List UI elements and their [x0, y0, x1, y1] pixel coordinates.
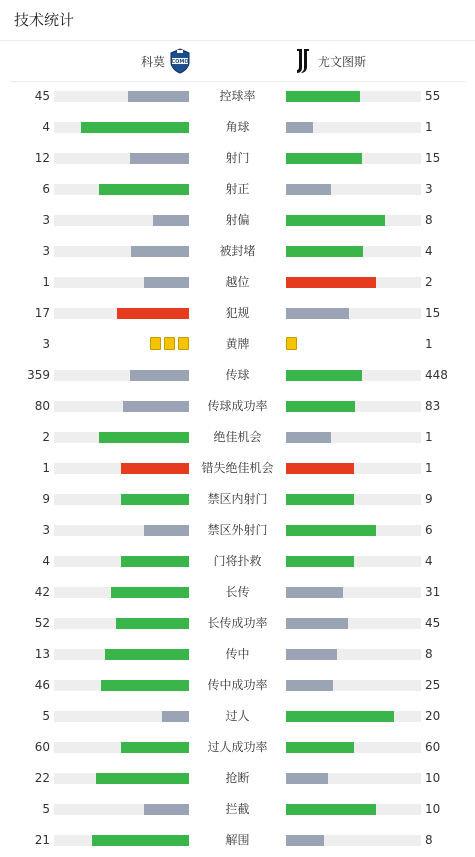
home-value: 1 [42, 275, 50, 289]
away-bar-track [286, 215, 421, 226]
stat-row [0, 639, 475, 670]
yellow-card-icon [178, 337, 189, 350]
home-bar-fill [101, 680, 189, 691]
home-value: 6 [42, 182, 50, 196]
home-bar-fill [92, 835, 189, 846]
away-bar-track [286, 556, 421, 567]
juventus-j-icon [294, 48, 312, 74]
away-team-name: 尤文图斯 [318, 54, 367, 69]
stat-row [0, 329, 475, 360]
away-value: 448 [425, 368, 448, 382]
away-value: 15 [425, 151, 441, 165]
stat-label: 射偏 [225, 213, 250, 227]
away-bar-fill [286, 556, 354, 567]
home-bar-fill [128, 91, 189, 102]
home-value: 3 [42, 213, 50, 227]
away-bar-track [286, 401, 421, 412]
away-bar-fill [286, 401, 355, 412]
home-value: 12 [34, 151, 50, 165]
stat-row [0, 825, 475, 856]
stat-label: 过人成功率 [207, 740, 268, 754]
stat-row [0, 577, 475, 608]
away-value: 1 [425, 337, 433, 351]
home-value: 45 [34, 89, 50, 103]
home-value: 3 [42, 244, 50, 258]
away-value: 1 [425, 461, 433, 475]
away-value: 4 [425, 244, 433, 258]
home-bar-track [54, 618, 189, 629]
home-bar-track [54, 246, 189, 257]
stat-row [0, 484, 475, 515]
stat-label: 禁区内射门 [207, 492, 268, 506]
stat-label: 过人 [225, 709, 250, 723]
home-bar-track [54, 370, 189, 381]
away-bar-fill [286, 525, 376, 536]
stat-row [0, 453, 475, 484]
away-bar-track [286, 525, 421, 536]
away-bar-track [286, 308, 421, 319]
away-bar-track [286, 463, 421, 474]
away-value: 60 [425, 740, 441, 754]
stat-row [0, 298, 475, 329]
home-value: 60 [34, 740, 50, 754]
away-bar-track [286, 91, 421, 102]
away-bar-track [286, 246, 421, 257]
stat-label: 错失绝佳机会 [201, 461, 274, 475]
home-value: 4 [42, 554, 50, 568]
home-bar-track [54, 742, 189, 753]
teams-header [0, 41, 475, 81]
away-bar-track [286, 835, 421, 846]
away-bar-track [286, 277, 421, 288]
home-bar-fill [81, 122, 189, 133]
stats-list [0, 81, 475, 856]
away-bar-track [286, 587, 421, 598]
stat-label: 长传 [225, 585, 250, 599]
home-value: 22 [34, 771, 50, 785]
stat-label: 长传成功率 [207, 616, 268, 630]
como-logo-text: COMO [171, 59, 189, 65]
away-value: 55 [425, 89, 441, 103]
away-bar-fill [286, 804, 376, 815]
stat-label: 传球 [225, 368, 250, 382]
away-bar-fill [286, 463, 354, 474]
stat-label: 角球 [225, 120, 250, 134]
home-bar-fill [99, 432, 189, 443]
away-bar-fill [286, 649, 337, 660]
home-bar-fill [131, 246, 189, 257]
away-value: 45 [425, 616, 441, 630]
away-value: 9 [425, 492, 433, 506]
stat-row [0, 608, 475, 639]
stat-label: 射正 [225, 182, 250, 196]
home-team-name: 科莫 [140, 54, 165, 69]
away-value: 2 [425, 275, 433, 289]
yellow-card-icon [150, 337, 161, 350]
home-value: 52 [34, 616, 50, 630]
home-bar-fill [144, 804, 189, 815]
away-bar-track [286, 680, 421, 691]
home-value: 9 [42, 492, 50, 506]
away-value: 20 [425, 709, 441, 723]
home-bar-fill [121, 463, 189, 474]
away-value: 1 [425, 430, 433, 444]
home-value: 5 [42, 709, 50, 723]
home-value: 80 [34, 399, 50, 413]
away-bar-track [286, 711, 421, 722]
stat-row [0, 267, 475, 298]
home-value: 3 [42, 337, 50, 351]
away-value: 8 [425, 213, 433, 227]
home-value: 3 [42, 523, 50, 537]
stat-row [0, 701, 475, 732]
stat-label: 抢断 [225, 771, 250, 785]
away-value: 15 [425, 306, 441, 320]
home-bar-fill [123, 401, 189, 412]
home-bar-track [54, 804, 189, 815]
stat-label: 禁区外射门 [207, 523, 268, 537]
home-cards [150, 337, 189, 351]
home-bar-fill [96, 773, 189, 784]
away-bar-fill [286, 370, 362, 381]
away-value: 83 [425, 399, 441, 413]
home-bar-track [54, 525, 189, 536]
away-bar-fill [286, 835, 324, 846]
away-bar-track [286, 184, 421, 195]
away-bar-fill [286, 742, 354, 753]
home-bar-track [54, 773, 189, 784]
stat-label: 控球率 [219, 89, 256, 103]
yellow-card-icon [286, 337, 297, 350]
home-bar-fill [117, 308, 189, 319]
stat-label: 射门 [225, 151, 250, 165]
home-bar-track [54, 432, 189, 443]
home-bar-fill [130, 370, 189, 381]
stat-row [0, 174, 475, 205]
home-value: 5 [42, 802, 50, 816]
away-bar-fill [286, 680, 333, 691]
away-value: 10 [425, 771, 441, 785]
home-bar-track [54, 153, 189, 164]
stat-row [0, 236, 475, 267]
home-bar-track [54, 835, 189, 846]
page-title: 技术统计 [14, 11, 75, 29]
stat-row [0, 143, 475, 174]
home-bar-fill [144, 525, 189, 536]
home-bar-fill [121, 556, 189, 567]
stat-label: 绝佳机会 [213, 430, 262, 444]
home-value: 2 [42, 430, 50, 444]
home-bar-track [54, 494, 189, 505]
stat-row [0, 422, 475, 453]
home-bar-track [54, 587, 189, 598]
home-bar-track [54, 401, 189, 412]
away-value: 8 [425, 833, 433, 847]
home-bar-track [54, 649, 189, 660]
home-bar-fill [153, 215, 189, 226]
away-value: 25 [425, 678, 441, 692]
stat-row [0, 763, 475, 794]
home-value: 359 [27, 368, 50, 382]
away-bar-track [286, 773, 421, 784]
home-bar-track [54, 184, 189, 195]
home-bar-track [54, 277, 189, 288]
away-bar-fill [286, 246, 363, 257]
home-value: 46 [34, 678, 50, 692]
stat-label: 传中成功率 [207, 678, 268, 692]
away-bar-track [286, 494, 421, 505]
stat-label: 拦截 [225, 802, 250, 816]
stat-row [0, 546, 475, 577]
home-bar-track [54, 556, 189, 567]
yellow-card-icon [164, 337, 175, 350]
away-bar-track [286, 649, 421, 660]
stat-label: 传中 [225, 647, 250, 661]
stat-label: 门将扑救 [213, 554, 262, 568]
home-value: 17 [34, 306, 50, 320]
home-bar-track [54, 711, 189, 722]
away-value: 3 [425, 182, 433, 196]
stat-row [0, 794, 475, 825]
away-bar-fill [286, 153, 362, 164]
home-bar-track [54, 215, 189, 226]
home-bar-fill [121, 742, 189, 753]
stat-row [0, 81, 475, 112]
away-bar-fill [286, 711, 394, 722]
away-bar-track [286, 618, 421, 629]
away-bar-track [286, 742, 421, 753]
away-bar-track [286, 122, 421, 133]
stat-row [0, 515, 475, 546]
home-bar-fill [144, 277, 189, 288]
stat-label: 越位 [225, 275, 250, 289]
home-bar-track [54, 122, 189, 133]
stat-label: 解围 [225, 833, 250, 847]
home-value: 4 [42, 120, 50, 134]
away-value: 8 [425, 647, 433, 661]
home-value: 42 [34, 585, 50, 599]
away-bar-fill [286, 618, 348, 629]
stat-row [0, 670, 475, 701]
home-bar-fill [130, 153, 189, 164]
home-bar-fill [116, 618, 189, 629]
away-bar-fill [286, 277, 376, 288]
home-bar-fill [111, 587, 189, 598]
away-bar-track [286, 153, 421, 164]
stat-label: 犯规 [225, 306, 250, 320]
stat-row [0, 360, 475, 391]
home-team[interactable] [141, 41, 191, 81]
home-value: 21 [34, 833, 50, 847]
stat-row [0, 205, 475, 236]
away-bar-fill [286, 308, 349, 319]
stat-row [0, 732, 475, 763]
stat-row [0, 391, 475, 422]
away-value: 31 [425, 585, 441, 599]
home-bar-fill [162, 711, 189, 722]
away-bar-fill [286, 184, 331, 195]
stat-label: 黄牌 [225, 337, 250, 351]
away-bar-fill [286, 587, 343, 598]
home-value: 1 [42, 461, 50, 475]
stat-label: 被封堵 [219, 244, 256, 258]
away-value: 6 [425, 523, 433, 537]
away-bar-fill [286, 773, 328, 784]
home-bar-track [54, 680, 189, 691]
home-bar-track [54, 308, 189, 319]
away-bar-fill [286, 432, 331, 443]
away-bar-fill [286, 122, 313, 133]
away-bar-track [286, 370, 421, 381]
home-bar-track [54, 91, 189, 102]
home-bar-fill [99, 184, 189, 195]
stat-row [0, 112, 475, 143]
away-cards [286, 337, 297, 351]
away-team[interactable] [294, 41, 366, 81]
home-bar-track [54, 463, 189, 474]
away-bar-fill [286, 91, 360, 102]
como-badge-icon [169, 48, 191, 74]
away-bar-track [286, 432, 421, 443]
away-value: 10 [425, 802, 441, 816]
home-value: 13 [34, 647, 50, 661]
home-bar-fill [121, 494, 189, 505]
away-bar-track [286, 804, 421, 815]
away-bar-fill [286, 494, 354, 505]
home-bar-fill [105, 649, 189, 660]
away-value: 4 [425, 554, 433, 568]
stat-label: 传球成功率 [207, 399, 268, 413]
away-value: 1 [425, 120, 433, 134]
away-bar-fill [286, 215, 385, 226]
